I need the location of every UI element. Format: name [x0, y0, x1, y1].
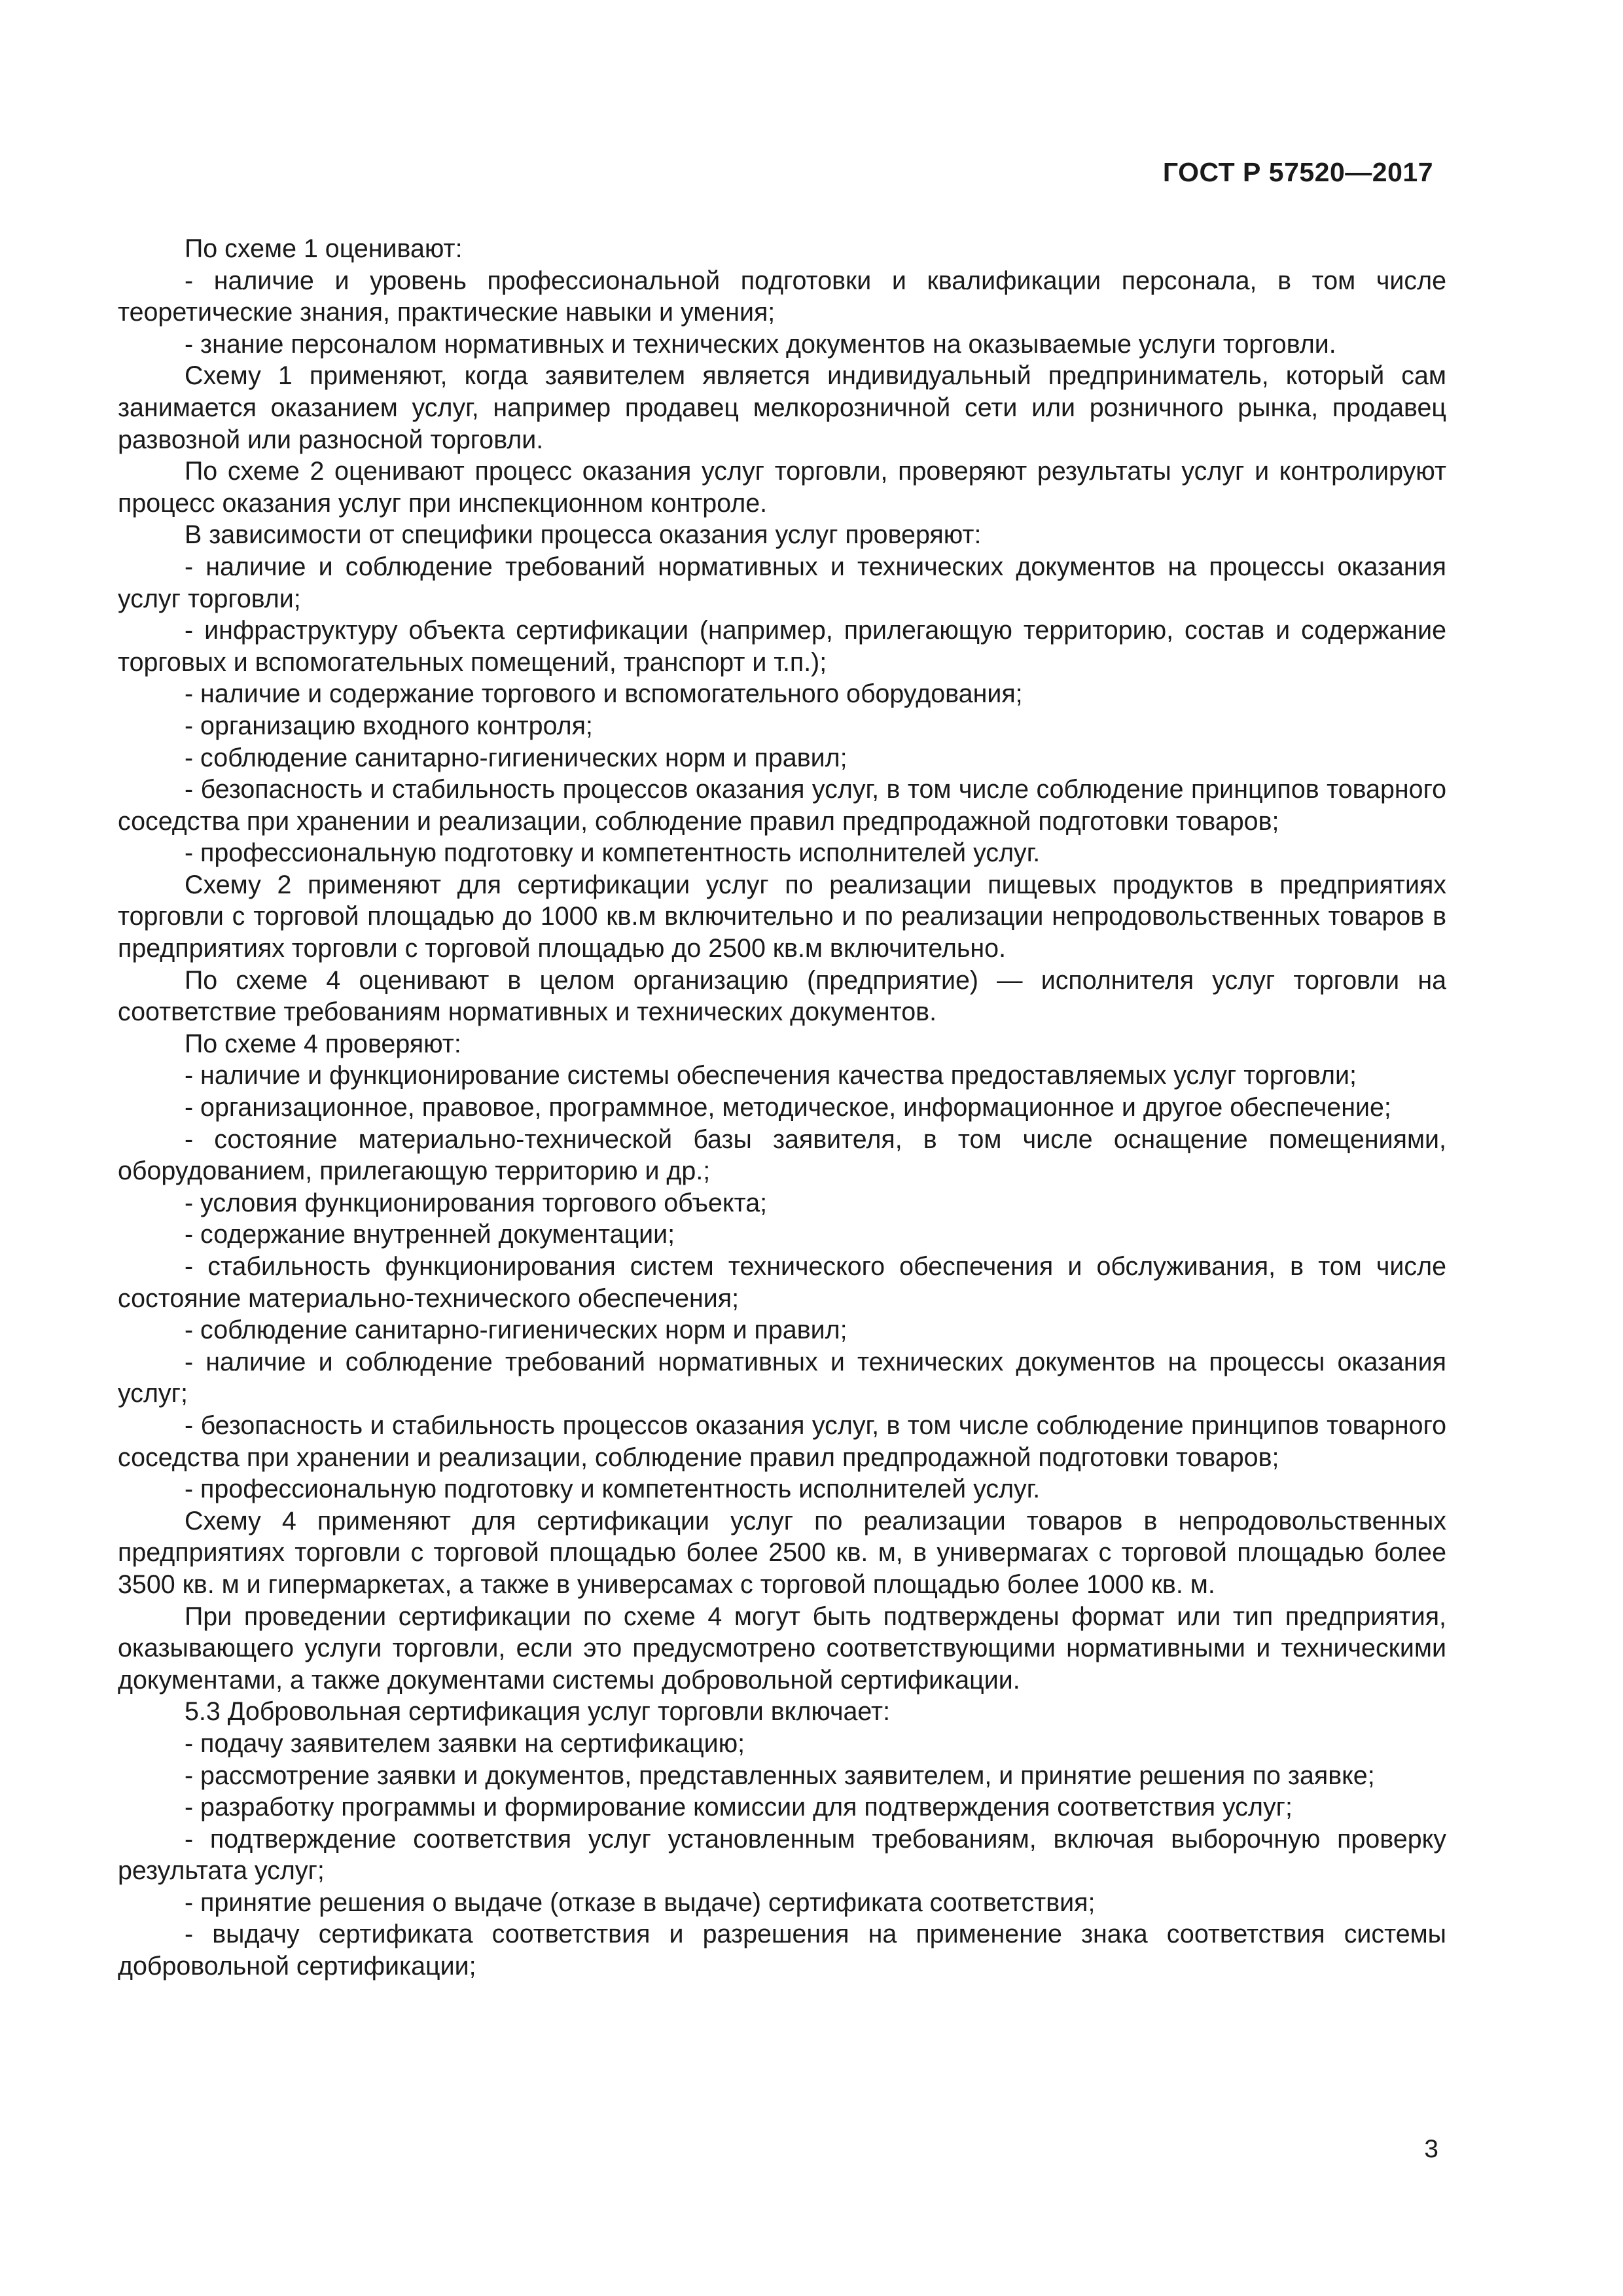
body-paragraph: По схеме 2 оценивают процесс оказания услуг торговли, проверяют результаты услуг и контролируют процесс оказания услуг при инспекционном контроле.	[118, 457, 1446, 518]
body-paragraph: - принятие решения о выдаче (отказе в выдаче) сертификата соответствия;	[185, 1888, 1096, 1917]
document-body	[118, 233, 1446, 1982]
body-paragraph: - стабильность функционирования систем технического обеспечения и обслуживания, в том числе состояние материально-технического обеспечения;	[118, 1252, 1446, 1313]
body-paragraph: - наличие и уровень профессиональной подготовки и квалификации персонала, в том числе теоретические знания, практические навыки и умения;	[118, 266, 1446, 327]
body-paragraph: - состояние материально-технической базы заявителя, в том числе оснащение помещениями, оборудованием, прилегающую территорию и др.;	[118, 1124, 1446, 1186]
body-paragraph: - выдачу сертификата соответствия и разрешения на применение знака соответствия системы добровольной сертификации;	[118, 1920, 1446, 1981]
body-paragraph: - наличие и содержание торгового и вспомогательного оборудования;	[185, 679, 1023, 709]
body-paragraph: Схему 4 применяют для сертификации услуг по реализации товаров в непродовольственных предприятиях торговли с торговой площадью более 2500 кв. м, в универмагах с торговой площадью более 3500 кв. м и гипермаркетах, а также в универсамах с торговой площадью более 1000 кв. м.	[118, 1506, 1446, 1599]
body-paragraph: - рассмотрение заявки и документов, представленных заявителем, и принятие решения по заявке;	[185, 1761, 1375, 1790]
body-paragraph: По схеме 4 оценивают в целом организацию (предприятие) — исполнителя услуг торговли на соответствие требованиям нормативных и технических документов.	[118, 965, 1446, 1027]
body-paragraph: - соблюдение санитарно-гигиенических норм и правил;	[185, 1316, 847, 1345]
body-paragraph: 5.3 Добровольная сертификация услуг торговли включает:	[185, 1697, 891, 1727]
body-paragraph: - соблюдение санитарно-гигиенических норм и правил;	[185, 743, 847, 772]
body-paragraph: - профессиональную подготовку и компетентность исполнителей услуг.	[185, 1475, 1041, 1504]
body-paragraph: - организационное, правовое, программное, методическое, информационное и другое обеспечение;	[185, 1093, 1391, 1122]
standard-designation: ГОСТ Р 57520—2017	[1162, 157, 1433, 187]
body-paragraph: - условия функционирования торгового объекта;	[185, 1188, 768, 1217]
body-paragraph: - разработку программы и формирование комиссии для подтверждения соответствия услуг;	[185, 1793, 1293, 1822]
body-paragraph: Схему 1 применяют, когда заявителем является индивидуальный предприниматель, который сам занимается оказанием услуг, например продавец мелкорозничной сети или розничного рынка, продавец развозной или разносной торговли.	[118, 361, 1446, 454]
body-paragraph: - подтверждение соответствия услуг установленным требованиям, включая выборочную проверку результата услуг;	[118, 1824, 1446, 1886]
body-paragraph: В зависимости от специфики процесса оказания услуг проверяют:	[185, 520, 982, 550]
body-paragraph: - организацию входного контроля;	[185, 711, 593, 740]
body-paragraph: По схеме 4 проверяют:	[185, 1029, 461, 1058]
body-paragraph: - наличие и соблюдение требований нормативных и технических документов на процессы оказания услуг;	[118, 1347, 1446, 1408]
body-paragraph: - безопасность и стабильность процессов оказания услуг, в том числе соблюдение принципов товарного соседства при хранении и реализации, соблюдение правил предпродажной подготовки товаров;	[118, 1410, 1446, 1472]
body-paragraph: - содержание внутренней документации;	[185, 1220, 675, 1249]
body-paragraph: - наличие и соблюдение требований нормативных и технических документов на процессы оказания услуг торговли;	[118, 552, 1446, 613]
body-paragraph: Схему 2 применяют для сертификации услуг по реализации пищевых продуктов в предприятиях торговли с торговой площадью до 1000 кв.м включительно и по реализации непродовольственных товаров в предприятиях торговли с торговой площадью до 2500 кв.м включительно.	[118, 870, 1446, 963]
body-paragraph: - подачу заявителем заявки на сертификацию;	[185, 1729, 745, 1758]
body-paragraph: При проведении сертификации по схеме 4 могут быть подтверждены формат или тип предприятия, оказывающего услуги торговли, если это предусмотрено соответствующими нормативными и техническими документами, а также документами системы добровольной сертификации.	[118, 1602, 1446, 1695]
body-paragraph: - профессиональную подготовку и компетентность исполнителей услуг.	[185, 838, 1041, 868]
body-paragraph: - знание персоналом нормативных и технических документов на оказываемые услуги торговли.	[185, 329, 1336, 359]
body-paragraph: - наличие и функционирование системы обеспечения качества предоставляемых услуг торговли;	[185, 1061, 1357, 1090]
body-paragraph: - безопасность и стабильность процессов оказания услуг, в том числе соблюдение принципов товарного соседства при хранении и реализации, соблюдение правил предпродажной подготовки товаров;	[118, 775, 1446, 836]
body-paragraph: - инфраструктуру объекта сертификации (например, прилегающую территорию, состав и содержание торговых и вспомогательных помещений, транспорт и т.п.);	[118, 616, 1446, 677]
body-paragraph: По схеме 1 оценивают:	[185, 234, 463, 263]
page-number: 3	[1424, 2135, 1438, 2163]
